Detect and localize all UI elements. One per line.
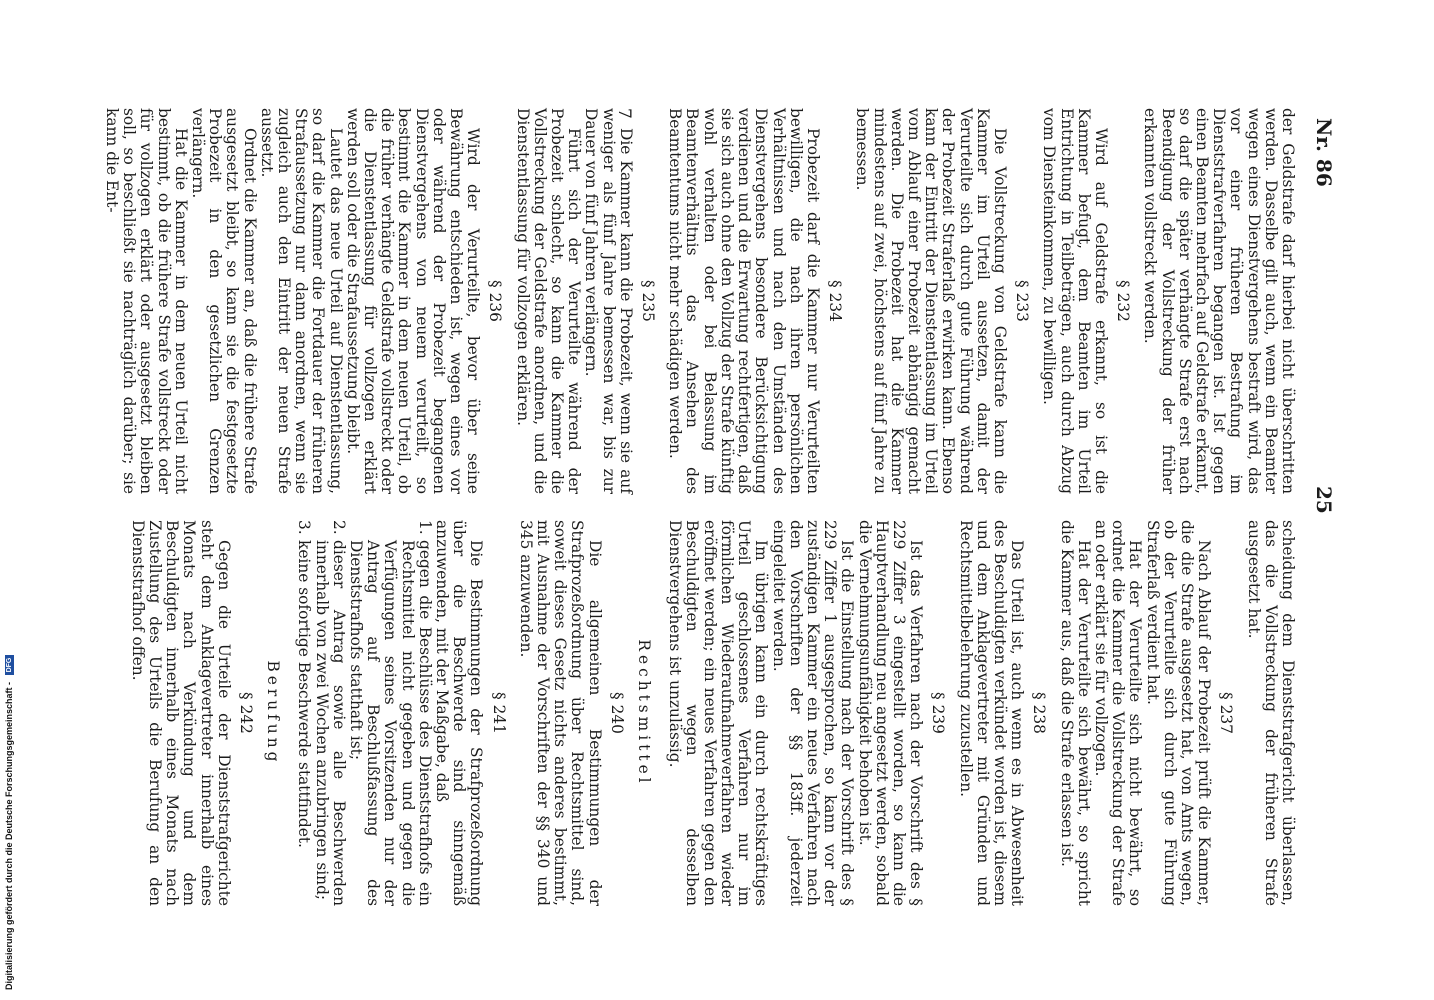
page-header xyxy=(1296,0,1336,1000)
list-item xyxy=(312,520,346,906)
paragraph: Ist das Verfahren nach der Vorschrift des § 229 Ziffer 3 eingestellt worden, so kann die Hauptverhandlung neu angesetzt werden, sobald die Vernehmungsunfähigkeit behoben ist. xyxy=(855,520,926,906)
paragraph: der Geldstrafe darf hierbei nicht überschritten werden. Dasselbe gilt auch, wenn ein Beamter wegen eines Dienstvergehens bestraft wird, das vor einer früheren Bestrafung im Dienststrafverfahren begangen ist. Ist gegen einen Beamten mehrfach auf Geldstrafe erkannt, so darf die später verhängte Strafe erst nach Beendigung der Vollstreckung der früher erkannten vollstreckt werden. xyxy=(1141,108,1297,494)
section-heading: § 238 xyxy=(1030,692,1049,734)
paragraph: Wird auf Geldstrafe erkannt, so ist die Kammer befugt, dem Beamten im Urteil Entrichtung in Teilbeträgen, auch durch Abzug vom Diensteinkommen, zu bewilligen. xyxy=(1040,108,1110,494)
right-column xyxy=(129,520,1296,906)
list-number: 2. xyxy=(329,520,348,535)
section-heading: § 241 xyxy=(489,692,508,734)
paragraph: Ist die Einstellung nach der Vorschrift des § 229 Ziffer 1 ausgesprochen, so kann vor der zuständigen Kammer ein neues Verfahren nach den Vorschriften der §§ 183ff. jederzeit eingeleitet werden. xyxy=(769,520,857,906)
list-number: 1. xyxy=(415,520,434,535)
gazette-number: Nr. 86 xyxy=(1312,118,1336,187)
paragraph: Lautet das neue Urteil auf Dienstentlassung, so darf die Kammer die Fortdauer der früheren Strafaussetzung nur dann anordnen, wenn sie zugleich auch den Eintritt der neuen Strafe aussetzt. xyxy=(257,108,345,494)
section-heading: § 239 xyxy=(929,692,948,734)
paragraph: Führt sich der Verurteilte während der Probezeit schlecht, so kann die Kammer die Vollstreckung der Geldstrafe anordnen, und die Dienstentlassung für vollzogen erklären. xyxy=(513,108,584,494)
paragraph: Hat der Verurteilte sich nicht bewährt, so ordnet die Kammer die Vollstreckung der Strafe an oder erklärt sie für vollzogen. xyxy=(1091,520,1145,906)
paragraph: scheidung dem Dienststrafgericht überlassen, das die Vollstreckung der früheren Strafe ausgesetzt hat. xyxy=(1244,520,1297,906)
section-heading: § 232 xyxy=(1114,280,1133,322)
chapter-title: Berufung xyxy=(264,660,283,766)
list-text: keine sofortige Beschwerde stattfindet. xyxy=(295,540,314,848)
section-heading: § 237 xyxy=(1217,692,1236,734)
signature-mark: 7 xyxy=(614,108,634,119)
section-heading: § 234 xyxy=(826,280,845,322)
section-heading: § 240 xyxy=(607,692,626,734)
list-text: dieser Antrag sowie alle Beschwerden innerhalb von zwei Wochen anzubringen sind; xyxy=(312,540,348,906)
list-item xyxy=(295,520,312,906)
section-heading: § 236 xyxy=(486,280,505,322)
paragraph: Nach Ablauf der Probezeit prüft die Kammer, die die Strafe ausgesetzt hat, von Amts wegen, ob der Verurteilte sich durch gute Führung Straferlaß verdient hat. xyxy=(1143,520,1214,906)
page-number: 25 xyxy=(1312,486,1336,514)
paragraph: Hat der Verurteilte sich bewährt, so spricht die Kammer aus, daß die Strafe erlassen ist. xyxy=(1057,520,1093,906)
list-text: gegen die Beschlüsse des Dienststrafhofs ein Rechtsmittel nicht gegeben und gegen die Verfügungen seines Vorsitzenden nur der Antrag auf Beschlußfassung des Dienststrafhofs statthaft ist; xyxy=(347,540,434,906)
digitization-credit xyxy=(4,655,14,990)
paragraph: Das Urteil ist, auch wenn es in Abwesenheit des Beschuldigten verkündet worden ist, diesem und dem Anklagevertreter mit Gründen und Rechtsmittelbelehrung zuzustellen. xyxy=(956,520,1027,906)
paragraph: Die Vollstreckung von Geldstrafe kann die Kammer im Urteil aussetzen, damit der Verurteilte sich durch gute Führung während der Probezeit Straferlaß erwirken kann. Ebenso kann der Eintritt der Dienstentlassung im Urteil vom Ablauf einer Probezeit abhängig gemacht werden. Die Probezeit hat die Kammer mindestens auf zwei, höchstens auf fünf Jahre zu bemessen. xyxy=(853,108,1009,494)
section-heading: § 233 xyxy=(1013,280,1032,322)
paragraph: Ordnet die Kammer an, daß die frühere Strafe ausgesetzt bleibt, so kann sie die festgesetzte Probezeit in den gesetzlichen Grenzen verlängern. xyxy=(189,108,259,494)
paragraph: Die Kammer kann die Probezeit, wenn sie auf weniger als fünf Jahre bemessen war, bis zur Dauer von fünf Jahren verlängern. xyxy=(582,108,635,494)
section-heading: § 235 xyxy=(639,280,658,322)
paragraph: Hat die Kammer in dem neuen Urteil nicht bestimmt, ob die frühere Strafe vollstreckt oder für vollzogen erklärt oder ausgesetzt bleiben soll, so beschließt sie nachträglich darüber; sie kann die Ent- xyxy=(103,108,190,494)
section-heading: § 242 xyxy=(237,692,256,734)
left-column xyxy=(103,108,1296,494)
paragraph: Gegen die Urteile der Dienststrafgerichte steht dem Anklagevertreter innerhalb eines Monats nach Verkündung und dem Beschuldigten innerhalb eines Monats nach Zustellung des Urteils die Berufung an den Dienststrafhof offen. xyxy=(128,520,233,906)
numbered-list xyxy=(295,520,433,906)
list-number: 3. xyxy=(295,520,314,535)
paragraph: Wird der Verurteilte, bevor über seine Bewährung entschieden ist, wegen eines vor oder während der Probezeit begangenen Dienstvergehens von neuem verurteilt, so bestimmt die Kammer in dem neuen Urteil, ob die früher verhängte Geldstrafe vollstreckt oder die Dienstentlassung für vollzogen erklärt werden soll oder die Strafaussetzung bleibt. xyxy=(343,108,483,494)
credit-text: Digitalisierung gefördert durch die Deutsche Forschungsgemeinschaft - xyxy=(4,681,14,990)
dfg-logo: DFG xyxy=(5,655,14,676)
chapter-title: Rechtsmittel xyxy=(635,639,654,787)
paragraph: Die allgemeinen Bestimmungen der Strafprozeßordnung über Rechtsmittel sind, soweit dieses Gesetz nichts anderes bestimmt, mit Ausnahme der Vorschriften der §§ 340 und 345 anzuwenden. xyxy=(516,520,604,906)
list-item xyxy=(347,520,433,906)
paragraph: Im übrigen kann ein durch rechtskräftiges Urteil geschlossenes Verfahren nur im förmlichen Wiederaufnahmeverfahren wieder eröffnet werden; ein neues Verfahren gegen den Beschuldigten wegen desselben Dienstvergehens ist unzulässig. xyxy=(666,520,771,906)
paragraph: Die Bestimmungen der Strafprozeßordnung über die Beschwerde sind sinngemäß anzuwenden, mit der Maßgabe, daß xyxy=(433,520,486,906)
paragraph: Probezeit darf die Kammer nur Verurteilten bewilligen, die nach ihren persönlichen Verhältnissen und nach den Umständen des Dienstvergehens besondere Berücksichtigung verdienen und die Erwartung rechtfertigen, daß sie sich auch ohne den Vollzug der Strafe künftig wohl verhalten oder bei Belassung im Beamtenverhältnis das Ansehen des Beamtentums nicht mehr schädigen werden. xyxy=(666,108,822,494)
